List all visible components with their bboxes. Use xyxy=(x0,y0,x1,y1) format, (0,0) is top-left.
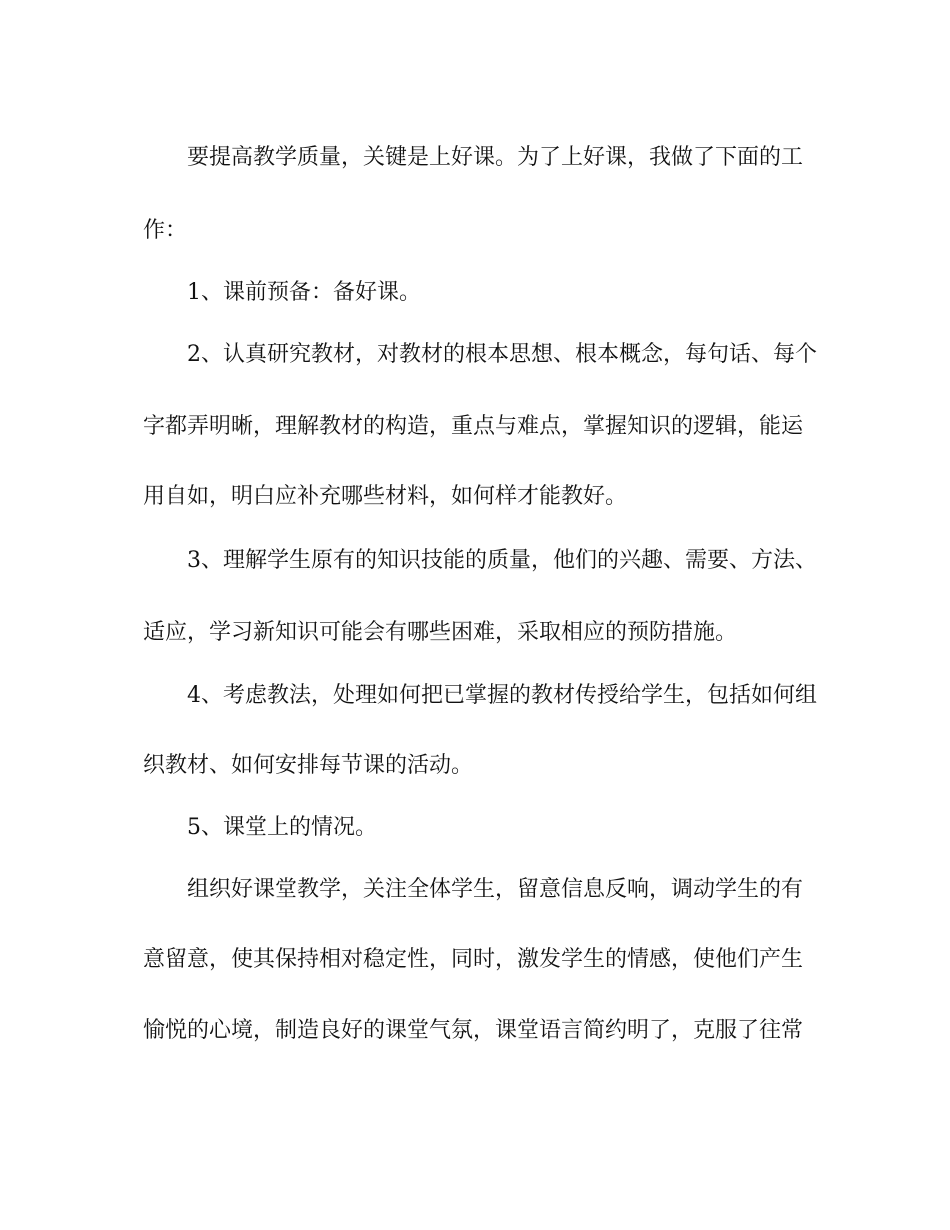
paragraph-line: 5、课堂上的情况。 xyxy=(187,815,377,840)
paragraph-line: 愉悦的心境，制造良好的课堂气氛，课堂语言简约明了，克服了往常 xyxy=(143,1018,804,1043)
paragraph-line: 组织好课堂教学，关注全体学生，留意信息反响，调动学生的有 xyxy=(187,877,804,902)
paragraph-line: 1、课前预备：备好课。 xyxy=(187,280,421,305)
paragraph-line: 适应，学习新知识可能会有哪些困难，采取相应的预防措施。 xyxy=(143,620,738,645)
paragraph-line: 字都弄明晰，理解教材的构造，重点与难点，掌握知识的逻辑，能运 xyxy=(143,414,804,439)
paragraph-line: 4、考虑教法，处理如何把已掌握的教材传授给学生，包括如何组 xyxy=(187,683,817,708)
paragraph-line: 意留意，使其保持相对稳定性，同时，激发学生的情感，使他们产生 xyxy=(143,947,804,972)
paragraph-line: 作： xyxy=(143,218,188,243)
paragraph-line: 3、理解学生原有的知识技能的质量，他们的兴趣、需要、方法、 xyxy=(187,548,817,573)
paragraph-line: 要提高教学质量，关键是上好课。为了上好课，我做了下面的工 xyxy=(187,145,804,170)
paragraph-line: 织教材、如何安排每节课的活动。 xyxy=(143,753,474,778)
paragraph-line: 用自如，明白应补充哪些材料，如何样才能教好。 xyxy=(143,484,628,509)
paragraph-line: 2、认真研究教材，对教材的根本思想、根本概念，每句话、每个 xyxy=(187,342,817,367)
